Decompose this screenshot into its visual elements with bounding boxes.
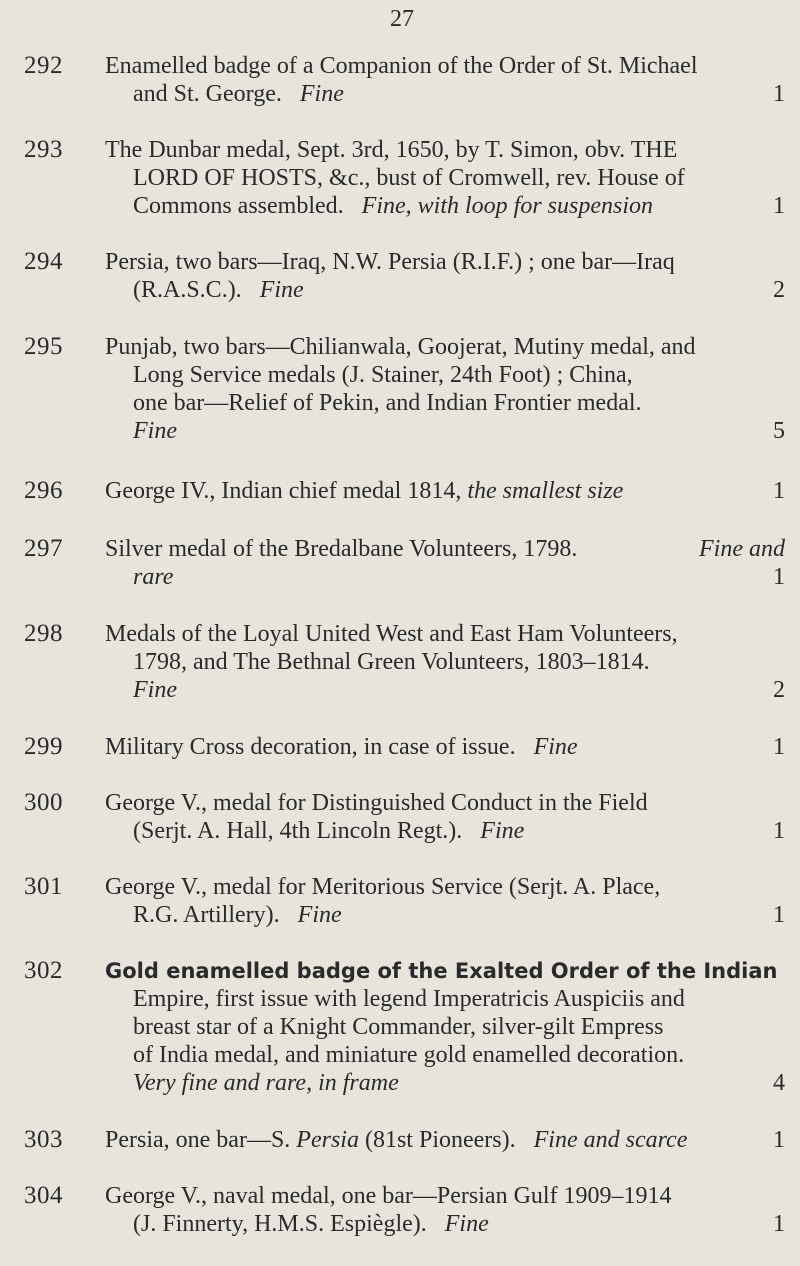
lot-quantity: 1 xyxy=(773,478,785,504)
lot-line: Punjab, two bars—Chilianwala, Goojerat, Mutiny medal, and xyxy=(105,334,696,360)
lot-description xyxy=(105,52,785,108)
lot-quantity: 5 xyxy=(773,418,785,444)
lot-condition: Fine, with loop for suspension xyxy=(361,193,653,219)
lot-number: 294 xyxy=(24,248,63,275)
lot-description xyxy=(105,248,785,304)
lot-condition: Fine xyxy=(297,902,342,928)
lot-quantity: 1 xyxy=(773,564,785,590)
lot-condition: Fine xyxy=(533,734,578,760)
lot-line: Enamelled badge of a Companion of the Order of St. Michael xyxy=(105,53,698,79)
lot-line: (R.A.S.C.). xyxy=(133,277,242,303)
lot-line: Persia, two bars—Iraq, N.W. Persia (R.I.F.) ; one bar—Iraq xyxy=(105,249,675,275)
lot-condition-cont: rare xyxy=(133,564,174,590)
lot-quantity: 1 xyxy=(773,902,785,928)
lot-line: George V., medal for Meritorious Service (Serjt. A. Place, xyxy=(105,874,661,900)
lot-description xyxy=(105,136,785,220)
lot-condition: Fine xyxy=(133,677,177,703)
lot-number: 304 xyxy=(24,1182,63,1209)
lot-condition: Fine and scarce xyxy=(533,1127,688,1153)
lot-line: Medals of the Loyal United West and East Ham Volunteers, xyxy=(105,621,678,647)
lot-number: 303 xyxy=(24,1126,63,1153)
page-number: 27 xyxy=(390,6,414,32)
lot-description xyxy=(105,1126,785,1154)
lot-line: 1798, and The Bethnal Green Volunteers, 1803–1814. xyxy=(133,649,650,675)
lot-condition: Fine xyxy=(480,818,525,844)
lot-line: of India medal, and miniature gold enamelled decoration. xyxy=(133,1042,685,1068)
lot-line: The Dunbar medal, Sept. 3rd, 1650, by T. Simon, obv. THE xyxy=(105,137,678,163)
lot-description xyxy=(105,535,785,591)
lot-line: Silver medal of the Bredalbane Volunteers, 1798. xyxy=(105,536,578,562)
lot-line: R.G. Artillery). xyxy=(133,902,280,928)
lot-line: Commons assembled. xyxy=(133,193,344,219)
lot-line: George IV., Indian chief medal 1814, xyxy=(105,478,462,504)
lot-number: 292 xyxy=(24,52,63,79)
lot-quantity: 2 xyxy=(773,677,785,703)
lot-condition: Fine xyxy=(133,418,177,444)
lot-condition: the smallest size xyxy=(467,478,624,504)
lot-line: Long Service medals (J. Stainer, 24th Foot) ; China, xyxy=(133,362,633,388)
lot-condition: Fine xyxy=(259,277,304,303)
lot-line-italic: Persia xyxy=(296,1127,359,1153)
lot-number: 297 xyxy=(24,535,63,562)
lot-description xyxy=(105,733,785,761)
lot-line: breast star of a Knight Commander, silver-gilt Empress xyxy=(133,1014,664,1040)
lot-lead: Gold enamelled badge of the Exalted Order of the Indian xyxy=(105,959,778,983)
lot-description xyxy=(105,1182,785,1238)
lot-quantity: 4 xyxy=(773,1070,785,1096)
lot-line: Military Cross decoration, in case of issue. xyxy=(105,734,516,760)
lot-number: 298 xyxy=(24,620,63,647)
lot-line: LORD OF HOSTS, &c., bust of Cromwell, rev. House of xyxy=(133,165,685,191)
lot-quantity: 1 xyxy=(773,1211,785,1237)
lot-quantity: 1 xyxy=(773,818,785,844)
lot-condition: Fine and xyxy=(699,536,785,562)
lot-description xyxy=(105,620,785,704)
lot-line: (81st Pioneers). xyxy=(364,1127,516,1153)
lot-number: 296 xyxy=(24,477,63,504)
lot-number: 295 xyxy=(24,333,63,360)
lot-line: and St. George. xyxy=(133,81,282,107)
lot-condition: Fine xyxy=(299,81,344,107)
lot-description xyxy=(105,477,785,505)
lot-line: Persia, one bar—S. xyxy=(105,1127,291,1153)
lot-line: (Serjt. A. Hall, 4th Lincoln Regt.). xyxy=(133,818,463,844)
lot-quantity: 1 xyxy=(773,81,785,107)
lot-number: 299 xyxy=(24,733,63,760)
lot-number: 293 xyxy=(24,136,63,163)
lot-line: Empire, first issue with legend Imperatricis Auspiciis and xyxy=(133,986,685,1012)
lot-number: 302 xyxy=(24,957,63,984)
lot-description xyxy=(105,873,785,929)
lot-condition: Very fine and rare, in frame xyxy=(133,1070,399,1096)
lot-number: 301 xyxy=(24,873,63,900)
lot-description xyxy=(105,789,785,845)
lot-quantity: 1 xyxy=(773,193,785,219)
lot-condition: Fine xyxy=(444,1211,489,1237)
lot-quantity: 2 xyxy=(773,277,785,303)
lot-description xyxy=(105,333,785,445)
lot-line: George V., naval medal, one bar—Persian Gulf 1909–1914 xyxy=(105,1183,672,1209)
lot-number: 300 xyxy=(24,789,63,816)
lot-quantity: 1 xyxy=(773,734,785,760)
lot-line: George V., medal for Distinguished Conduct in the Field xyxy=(105,790,648,816)
lot-line: one bar—Relief of Pekin, and Indian Frontier medal. xyxy=(133,390,642,416)
lot-quantity: 1 xyxy=(773,1127,785,1153)
lot-line: (J. Finnerty, H.M.S. Espiègle). xyxy=(133,1211,427,1237)
lot-description xyxy=(105,957,785,1097)
